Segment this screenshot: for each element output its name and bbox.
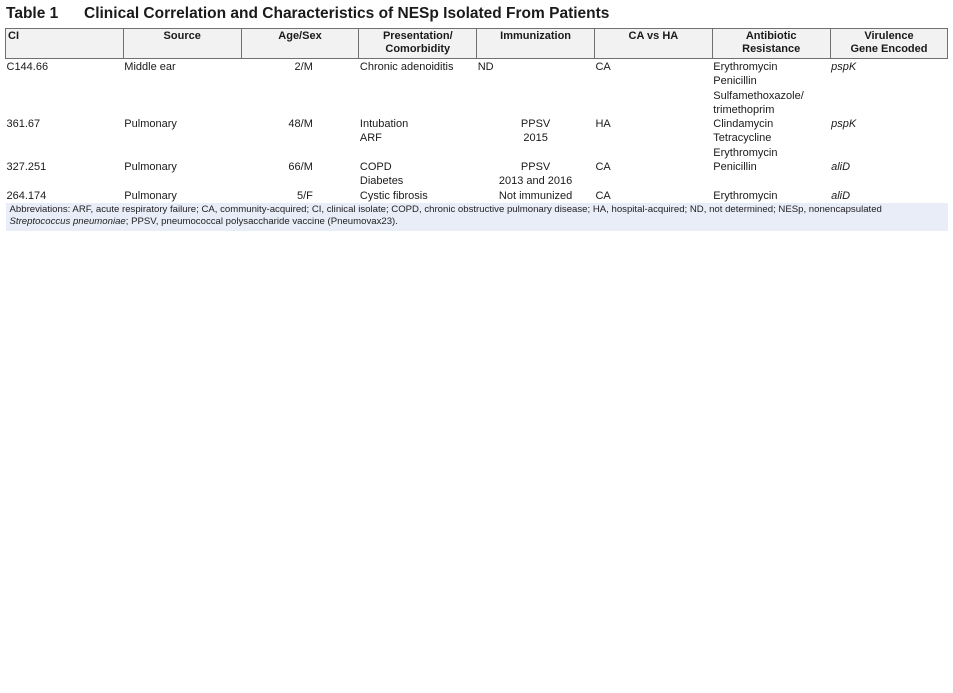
header-immunization: Immunization (477, 29, 595, 59)
cell-resistance: Penicillin (713, 161, 757, 174)
cell-presentation: Cystic fibrosis (359, 189, 428, 202)
cell-ca-ha: CA (595, 189, 611, 202)
header-presentation: Presentation/ Comorbidity (359, 29, 477, 59)
header-gene: Virulence Gene Encoded (830, 29, 948, 59)
cell-immunization: PPSV 2015 (520, 118, 551, 145)
cell-resistance: Erythromycin (713, 189, 778, 202)
cell-immunization: Not immunized (498, 189, 573, 202)
table-row (6, 189, 948, 203)
cell-ca-ha: CA (595, 161, 611, 174)
cell-resistance: Erythromycin Penicillin Sulfamethoxazole/ trimethoprim (713, 61, 804, 116)
header-ca-ha: CA vs HA (594, 29, 712, 59)
table-row (6, 59, 948, 118)
table-row (6, 117, 948, 160)
cell-age-sex: 5/F (296, 189, 313, 202)
cell-gene: aliD (831, 161, 851, 174)
cell-gene: pspK (831, 118, 857, 131)
cell-source: Middle ear (124, 61, 176, 73)
header-ci: CI (6, 29, 124, 59)
cell-gene: aliD (831, 189, 851, 202)
data-table (5, 28, 948, 231)
cell-ca-ha: HA (595, 118, 611, 131)
cell-age-sex: 48/M (288, 118, 313, 131)
footnote-row (6, 203, 948, 231)
footnote-text: Abbreviations: ARF, acute respiratory failure; CA, community-acquired; CI, clinical isolate; COPD, chronic obstructive pulmonary disease; HA, hospital-acquired; ND, not determined; NESp, nonencapsulated (9, 203, 882, 215)
cell-presentation: COPD Diabetes (359, 161, 404, 188)
footnote-species: Streptococcus pneumoniae (9, 216, 126, 228)
cell-ca-ha: CA (595, 61, 611, 73)
cell-ci: 361.67 (6, 118, 41, 131)
cell-age-sex: 2/M (294, 61, 313, 73)
footnote-text-end: ; PPSV, pneumococcal polysaccharide vaccine (Pneumovax23). (125, 216, 398, 228)
cell-age-sex: 66/M (288, 161, 313, 174)
cell-presentation: Chronic adenoiditis (359, 61, 454, 73)
cell-ci: C144.66 (6, 61, 49, 73)
cell-presentation: Intubation ARF (359, 118, 409, 145)
cell-source: Pulmonary (124, 118, 177, 131)
header-source: Source (123, 29, 241, 59)
table-row (6, 160, 948, 189)
cell-source: Pulmonary (124, 189, 177, 202)
cell-ci: 264.174 (6, 189, 47, 202)
table-title (6, 5, 609, 23)
cell-immunization: ND (477, 61, 494, 73)
cell-ci: 327.251 (6, 161, 47, 174)
table-number: Table 1 (6, 5, 59, 22)
cell-gene: pspK (831, 61, 857, 73)
header-age-sex: Age/Sex (241, 29, 359, 59)
table-caption: Clinical Correlation and Characteristics of NESp Isolated From Patients (84, 5, 610, 22)
table-footnote (6, 203, 948, 231)
cell-immunization: PPSV 2013 and 2016 (498, 161, 573, 188)
cell-resistance: Clindamycin Tetracycline Erythromycin (713, 118, 778, 159)
cell-source: Pulmonary (124, 161, 177, 174)
header-row (6, 29, 948, 59)
header-resistance: Antibiotic Resistance (712, 29, 830, 59)
